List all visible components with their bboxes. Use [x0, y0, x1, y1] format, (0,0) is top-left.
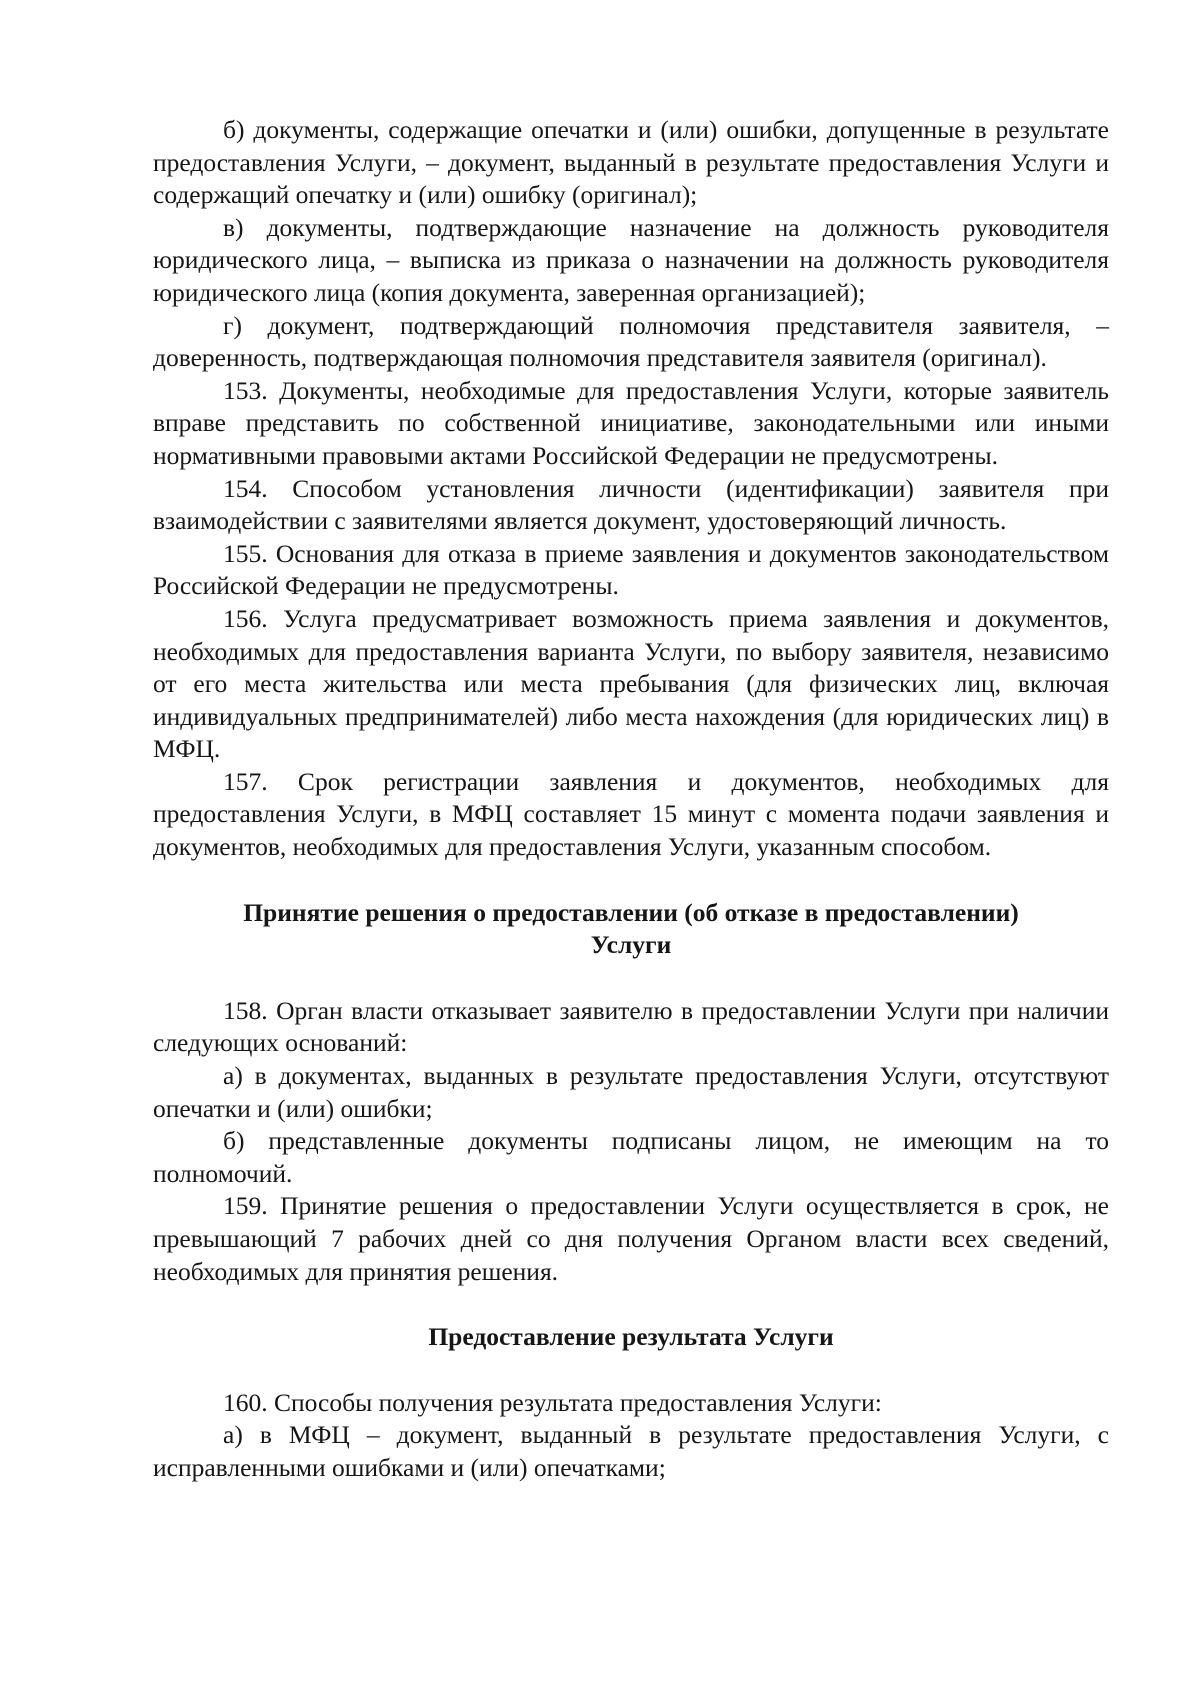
paragraph-154: 154. Способом установления личности (идентификации) заявителя при взаимодействии с заявителями является документ, удостоверяющий личность. — [153, 473, 1109, 536]
paragraph-158: 158. Орган власти отказывает заявителю в предоставлении Услуги при наличии следующих оснований: — [153, 995, 1109, 1058]
paragraph-157: 157. Срок регистрации заявления и документов, необходимых для предоставления Услуги, в МФЦ составляет 15 минут с момента подачи заявления и документов, необходимых для предоставления Услуги, указанным способом. — [153, 766, 1109, 862]
document-body — [153, 114, 1109, 1485]
paragraph-159: 159. Принятие решения о предоставлении Услуги осуществляется в срок, не превышающий 7 рабочих дней со дня получения Органом власти всех сведений, необходимых для принятия решения. — [153, 1191, 1109, 1286]
paragraph-152-v: в) документы, подтверждающие назначение на должность руководителя юридического лица, – выписка из приказа о назначении на должность руководителя юридического лица (копия документа, заверенная организацией); — [153, 212, 1109, 307]
paragraph-160: 160. Способы получения результата предоставления Услуги: — [223, 1387, 882, 1417]
section-heading-decision-line2: Услуги — [590, 930, 672, 960]
section-heading-decision-line1: Принятие решения о предоставлении (об отказе в предоставлении) — [243, 897, 1019, 927]
paragraph-152-g: г) документ, подтверждающий полномочия представителя заявителя, – доверенность, подтверждающая полномочия представителя заявителя (оригинал). — [153, 310, 1109, 373]
paragraph-156: 156. Услуга предусматривает возможность приема заявления и документов, необходимых для предоставления варианта Услуги, по выбору заявителя, независимо от его места жительства или места пребывания (для физических лиц, включая индивидуальных предпринимателей) либо места нахождения (для юридических лиц) в МФЦ. — [153, 603, 1109, 764]
section-heading-result: Предоставление результата Услуги — [428, 1322, 834, 1352]
paragraph-158-b: б) представленные документы подписаны лицом, не имеющим на то полномочий. — [153, 1126, 1109, 1188]
section-heading-decision — [153, 897, 1109, 962]
paragraph-160-a: а) в МФЦ – документ, выданный в результате предоставления Услуги, с исправленными ошибками и (или) опечатками; — [153, 1420, 1109, 1482]
paragraph-153: 153. Документы, необходимые для предоставления Услуги, которые заявитель вправе представить по собственной инициативе, законодательными или иными нормативными правовыми актами Российской Федерации не предусмотрены. — [153, 375, 1109, 470]
paragraph-152-b: б) документы, содержащие опечатки и (или) ошибки, допущенные в результате предоставления Услуги, – документ, выданный в результате предоставления Услуги и содержащий опечатку и (или) ошибку (оригинал); — [153, 115, 1109, 210]
paragraph-155: 155. Основания для отказа в приеме заявления и документов законодательством Российской Федерации не предусмотрены. — [153, 538, 1109, 601]
paragraph-158-a: а) в документах, выданных в результате предоставления Услуги, отсутствуют опечатки и (или) ошибки; — [153, 1061, 1109, 1123]
